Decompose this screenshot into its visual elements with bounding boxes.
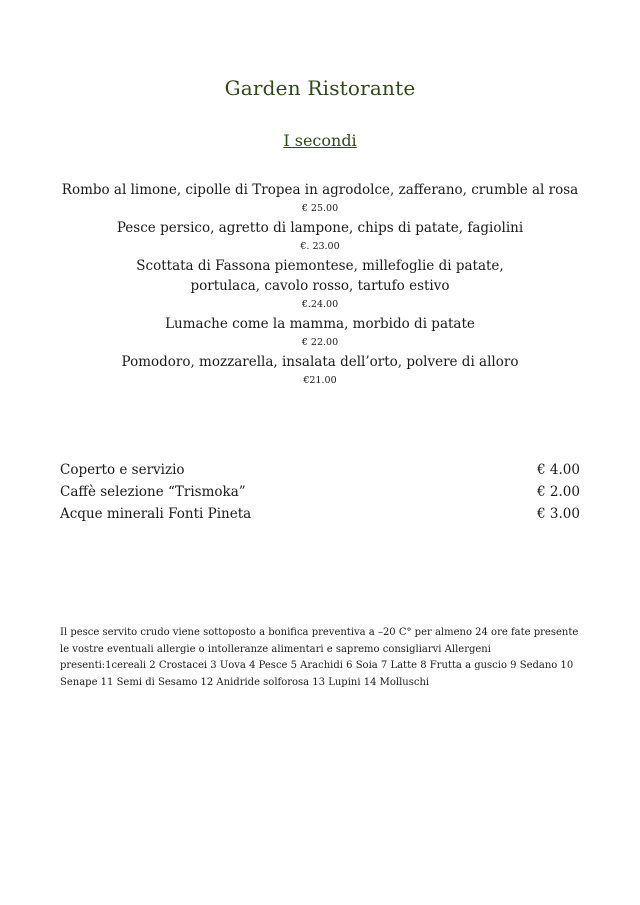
extra-item <box>60 503 580 525</box>
dish-name: Pomodoro, mozzarella, insalata dell’orto, polvere di alloro <box>121 354 519 370</box>
dish-item <box>0 218 640 256</box>
dish-list <box>0 180 640 390</box>
extra-label: Acque minerali Fonti Pineta <box>60 506 252 522</box>
dish-price: €. 23.00 <box>300 241 340 252</box>
extra-label: Caffè selezione “Trismoka” <box>60 484 246 500</box>
extras-list <box>60 459 580 525</box>
dish-price: €21.00 <box>303 375 337 386</box>
dish-price: € 22.00 <box>301 337 339 348</box>
restaurant-title: Garden Ristorante <box>224 76 416 100</box>
extra-item <box>60 459 580 481</box>
dish-name: Scottata di Fassona piemontese, millefoglie di patate, <box>136 258 504 274</box>
extra-price: € 2.00 <box>537 484 580 500</box>
extra-price: € 4.00 <box>537 462 580 478</box>
section-title: I secondi <box>283 131 357 150</box>
dish-name: Lumache come la mamma, morbido di patate <box>165 316 475 332</box>
dish-name: Pesce persico, agretto di lampone, chips di patate, fagiolini <box>116 220 524 236</box>
allergen-note: Il pesce servito crudo viene sottoposto a bonifica preventiva a –20 C° per almeno 24 ore fate presente le vostre eventuali allergie o intolleranze alimentari e sapremo consigliarvi Allergeni presenti:1cereali 2 Crostacei 3 Uova 4 Pesce 5 Arachidi 6 Soia 7 Latte 8 Frutta a guscio 9 Sedano 10 Senape 11 Semi di Sesamo 12 Anidride solforosa 13 Lupini 14 Molluschi <box>60 627 579 688</box>
dish-price: €.24.00 <box>301 299 339 310</box>
dish-item <box>0 256 640 314</box>
dish-item <box>0 314 640 352</box>
dish-name-continued: portulaca, cavolo rosso, tartufo estivo <box>190 278 450 294</box>
dish-item <box>0 180 640 218</box>
dish-price: € 25.00 <box>301 203 339 214</box>
extra-price: € 3.00 <box>537 506 580 522</box>
extra-label: Coperto e servizio <box>60 462 185 478</box>
extra-item <box>60 481 580 503</box>
dish-name: Rombo al limone, cipolle di Tropea in agrodolce, zafferano, crumble al rosa <box>61 182 579 198</box>
dish-item <box>0 352 640 390</box>
